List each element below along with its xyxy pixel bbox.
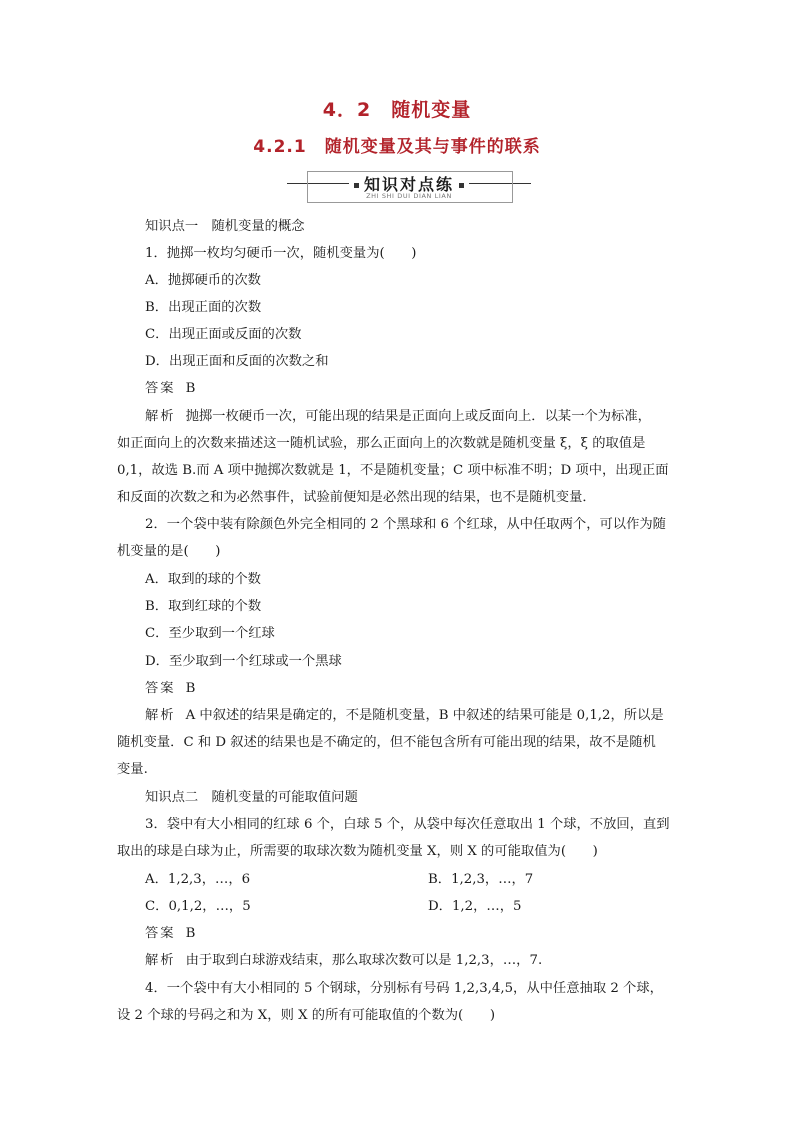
answer-label: 答案 <box>145 926 176 941</box>
analysis-text: 随机变量．C 和 D 叙述的结果也是不确定的，但不能包含所有可能出现的结果，故不是随机 <box>117 735 656 750</box>
answer-line <box>145 380 195 398</box>
square-bullet-icon <box>459 183 464 188</box>
question-stem: 2．一个袋中装有除颜色外完全相同的 2 个黑球和 6 个红球，从中任取两个，可以作为随 <box>145 517 666 532</box>
option-a: A．取到的球的个数 <box>145 572 261 587</box>
section-title: 4．2 随机变量 <box>322 99 472 121</box>
option-d: D．出现正面和反面的次数之和 <box>145 354 329 369</box>
answer-label: 答案 <box>145 381 176 396</box>
option-b: B．取到红球的个数 <box>145 599 262 614</box>
option-c: C．至少取到一个红球 <box>145 626 275 641</box>
analysis-line <box>145 408 651 426</box>
option-d: D．1,2，…，5 <box>428 899 522 914</box>
lesson-title: 4.2.1 随机变量及其与事件的联系 <box>253 137 541 157</box>
section-heading: 知识点一 随机变量的概念 <box>145 219 305 234</box>
analysis-text: A 中叙述的结果是确定的，不是随机变量，B 中叙述的结果可能是 0,1,2，所以是 <box>185 708 664 723</box>
square-bullet-icon <box>354 183 359 188</box>
answer-line <box>145 925 195 943</box>
analysis-label: 解析 <box>145 409 176 424</box>
analysis-label: 解析 <box>145 708 176 723</box>
option-c: C．出现正面或反面的次数 <box>145 327 302 342</box>
knowledge-practice-banner <box>287 171 531 203</box>
option-a: A．抛掷硬币的次数 <box>145 273 261 288</box>
option-b: B．出现正面的次数 <box>145 300 262 315</box>
section-heading: 知识点二 随机变量的可能取值问题 <box>145 790 358 805</box>
analysis-line <box>145 952 542 970</box>
option-c: C．0,1,2，…，5 <box>145 899 251 914</box>
question-stem: 4．一个袋中有大小相同的 5 个钢球，分别标有号码 1,2,3,4,5，从中任意抽取 2 个球， <box>145 981 663 996</box>
analysis-line <box>145 707 664 725</box>
analysis-text: 由于取到白球游戏结束，那么取球次数可以是 1,2,3，…，7. <box>185 953 543 968</box>
answer-value: B <box>185 681 196 696</box>
analysis-text: 0,1，故选 B.而 A 项中抛掷次数就是 1，不是随机变量；C 项中标准不明；D 项中，出现正面 <box>117 463 669 478</box>
analysis-text: 如正面向上的次数来描述这一随机试验，那么正面向上的次数就是随机变量 ξ，ξ 的取值是 <box>117 436 646 451</box>
question-stem: 3．袋中有大小相同的红球 6 个，白球 5 个，从袋中每次任意取出 1 个球，不放回，直到 <box>145 817 670 832</box>
analysis-text: 抛掷一枚硬币一次，可能出现的结果是正面向上或反面向上．以某一个为标准， <box>185 409 651 424</box>
answer-value: B <box>185 381 196 396</box>
banner-text: 知识对点练 <box>363 175 454 194</box>
analysis-text: 变量. <box>117 762 148 777</box>
analysis-text: 和反面的次数之和为必然事件，试验前便知是必然出现的结果，也不是随机变量． <box>117 490 596 505</box>
question-stem: 机变量的是( ) <box>117 544 221 559</box>
question-stem: 设 2 个球的号码之和为 X，则 X 的所有可能取值的个数为( ) <box>117 1008 496 1023</box>
question-stem: 取出的球是白球为止，所需要的取球次数为随机变量 X，则 X 的可能取值为( ) <box>117 844 598 859</box>
answer-line <box>145 680 195 698</box>
analysis-label: 解析 <box>145 953 176 968</box>
answer-value: B <box>185 926 196 941</box>
answer-label: 答案 <box>145 681 176 696</box>
question-stem: 1．抛掷一枚均匀硬币一次，随机变量为( ) <box>145 246 417 261</box>
option-a: A．1,2,3，…，6 <box>145 872 251 887</box>
option-d: D．至少取到一个红球或一个黑球 <box>145 654 342 669</box>
option-b: B．1,2,3，…，7 <box>428 872 534 887</box>
banner-pinyin: ZHI SHI DUI DIAN LIAN <box>366 192 452 200</box>
